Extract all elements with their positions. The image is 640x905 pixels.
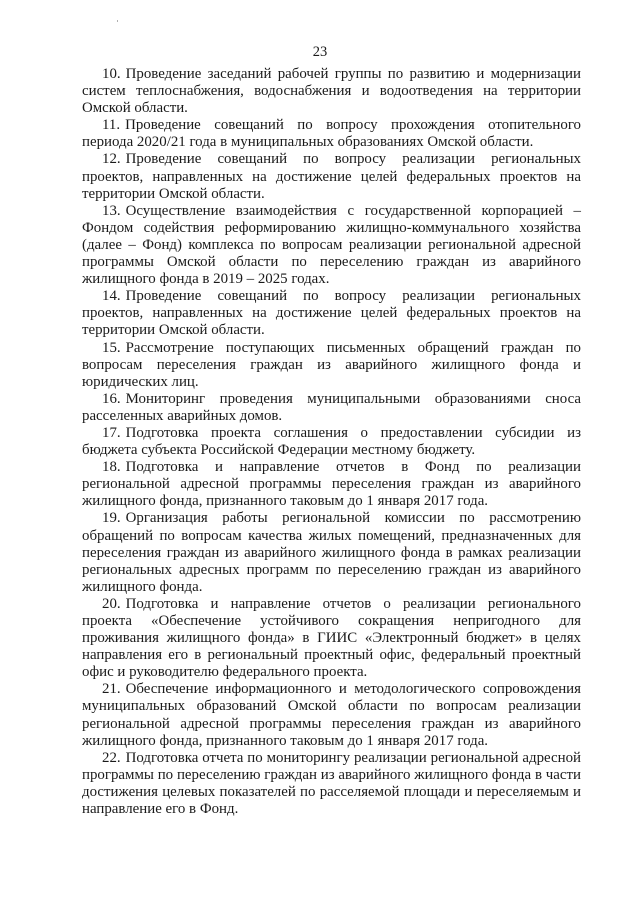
item-number: 18. [102,459,121,476]
item-number: 19. [102,510,121,527]
paragraph-19 [82,510,581,595]
item-number: 20. [102,595,121,612]
item-text: Организация работы региональной комиссии по рассмотрению обращений по вопросам качества жилых помещений, предназначенных для переселения граждан из аварийного жилищного фонда в рамках реализации региональных адресных программ по переселению граждан из аварийного жилищного фонда. [82,510,581,595]
item-text: Проведение совещаний по вопросу реализации региональных проектов, направленных на достижение целей федеральных проектов на территории Омской области. [82,151,581,202]
item-number: 16. [102,390,121,407]
paragraph-14 [82,288,581,339]
item-text: Проведение совещаний по вопросу реализации региональных проектов, направленных на достижение целей федеральных проектов на территории Омской области. [82,288,581,339]
document-body [82,66,581,818]
item-text: Мониторинг проведения муниципальными образованиями сноса расселенных аварийных домов. [82,390,581,424]
item-number: 11. [102,117,121,134]
paragraph-11 [82,117,581,151]
paragraph-22 [82,750,581,818]
item-text: Проведение заседаний рабочей группы по развитию и модернизации систем теплоснабжения, водоснабжения и водоотведения на территории Омской области. [82,66,581,117]
paragraph-17 [82,425,581,459]
item-number: 21. [102,681,121,698]
paragraph-18 [82,459,581,510]
item-text: Обеспечение информационного и методологического сопровождения муниципальных образований Омской области по вопросам реализации региональной адресной программы переселения граждан из аварийного жилищного фонда, признанного таковым до 1 января 2017 года. [82,681,581,749]
item-text: Проведение совещаний по вопросу прохождения отопительного периода 2020/21 года в муниципальных образованиях Омской области. [82,117,581,151]
item-number: 14. [102,288,121,305]
item-number: 22. [102,749,121,766]
scan-speck [117,20,118,22]
item-number: 10. [102,66,121,82]
paragraph-21 [82,681,581,749]
paragraph-16 [82,391,581,425]
item-text: Подготовка и направление отчетов о реализации регионального проекта «Обеспечение устойчивого сокращения непригодного для проживания жилищного фонда» в ГИИС «Электронный бюджет» в целях направления его в региональный проектный офис, федеральный проектный офис и руководителю федерального проекта. [82,595,581,681]
paragraph-13 [82,203,581,288]
page-number: 23 [312,44,328,60]
item-text: Рассмотрение поступающих письменных обращений граждан по вопросам переселения граждан из аварийного жилищного фонда и юридических лиц. [82,339,581,390]
item-number: 17. [102,424,121,441]
paragraph-15 [82,340,581,391]
item-number: 13. [102,202,121,219]
item-number: 12. [102,151,121,168]
paragraph-20 [82,596,581,681]
item-text: Осуществление взаимодействия с государственной корпорацией – Фондом содействия реформированию жилищно-коммунального хозяйства (далее – Фонд) комплекса по вопросам реализации региональной адресной программы Омской области по переселению граждан из аварийного жилищного фонда в 2019 – 2025 годах. [82,202,581,288]
item-number: 15. [102,339,121,356]
paragraph-12 [82,151,581,202]
item-text: Подготовка проекта соглашения о предоставлении субсидии из бюджета субъекта Российской Федерации местному бюджету. [82,424,581,459]
paragraph-10 [82,66,581,117]
item-text: Подготовка отчета по мониторингу реализации региональной адресной программы по переселению граждан из аварийного жилищного фонда в части достижения целевых показателей по расселяемой площади и переселяемым и направление его в Фонд. [82,749,581,818]
item-text: Подготовка и направление отчетов в Фонд по реализации региональной адресной программы переселения граждан из аварийного жилищного фонда, признанного таковым до 1 января 2017 года. [82,459,581,510]
